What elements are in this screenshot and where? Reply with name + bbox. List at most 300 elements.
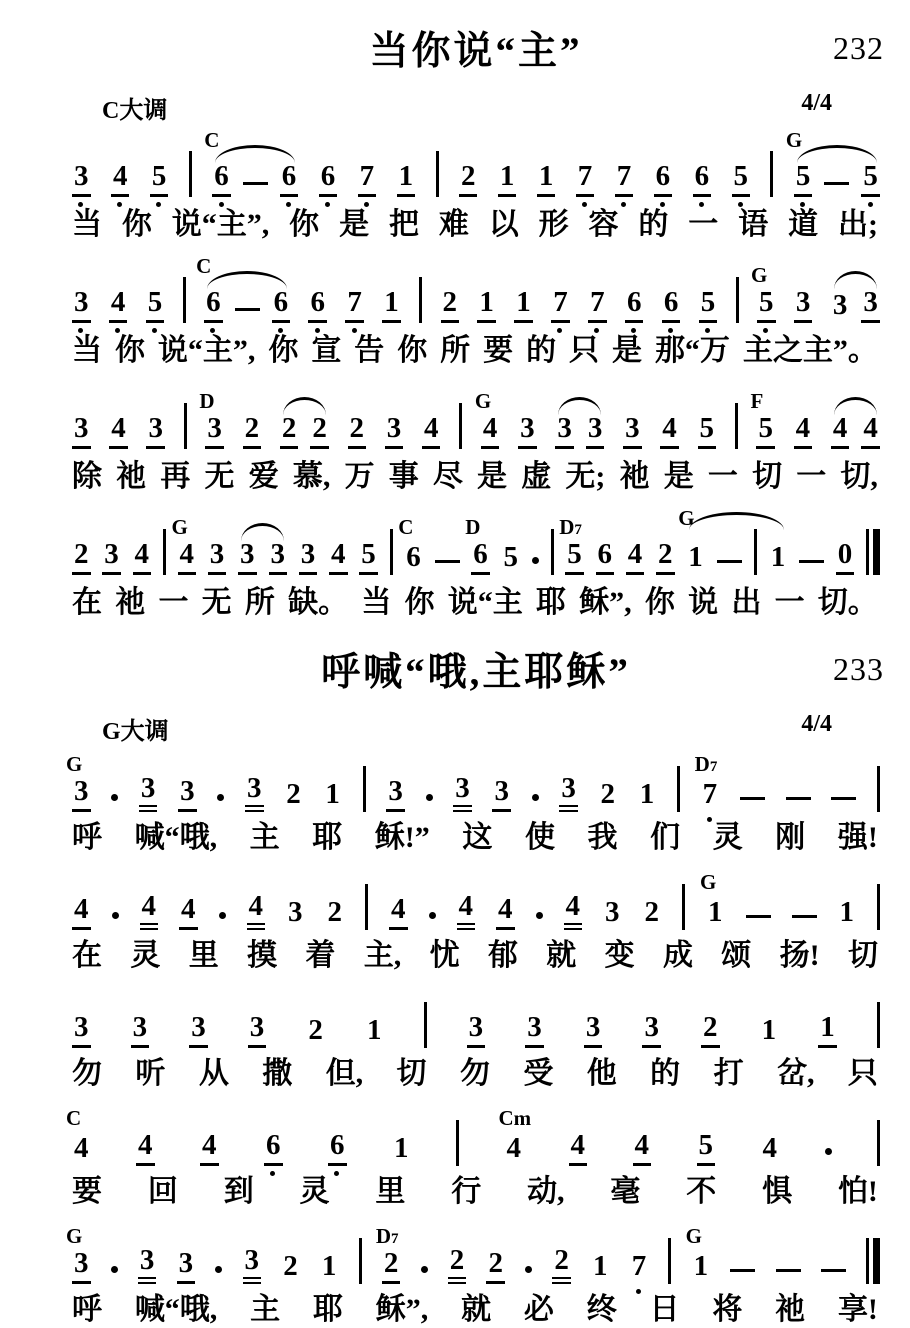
lyric-syllable: 当: [361, 586, 392, 619]
lyric-syllable: 稣”,: [579, 586, 632, 619]
barline: [877, 1120, 880, 1166]
note: [150, 162, 169, 197]
lyric-syllable: 一: [774, 586, 805, 619]
note: [398, 515, 423, 575]
lyric-syllable: 一: [707, 460, 738, 493]
note: [732, 162, 751, 197]
note-digit: 3: [525, 1013, 544, 1048]
note: [551, 288, 570, 323]
note: [281, 1252, 300, 1284]
song-meta-row: [72, 711, 880, 746]
duration-dash: [831, 797, 856, 800]
tie-arc-group: [238, 540, 287, 575]
augmentation-dot: [536, 912, 543, 919]
note-digit: 6: [328, 1131, 347, 1166]
song-number: 232: [833, 30, 884, 66]
tie-arc-group: [196, 254, 290, 323]
notation-line: [66, 1102, 880, 1166]
note: [701, 1013, 720, 1048]
chord-number: 7: [391, 1231, 399, 1247]
augmentation-dot: [426, 794, 433, 801]
notation-system: [72, 984, 880, 1092]
chord-label: G: [700, 870, 717, 894]
note-digit: 5: [861, 162, 880, 197]
chord-label: G: [474, 389, 492, 413]
lyric-syllable: 打: [713, 1057, 744, 1090]
note: [319, 162, 338, 197]
note-digit: 3: [72, 1249, 91, 1284]
note: [66, 1224, 91, 1284]
note-digit: 5: [565, 540, 584, 575]
notation-system: [72, 506, 880, 621]
note-digit: 1: [761, 1014, 777, 1046]
note: [238, 540, 257, 575]
lyric-syllable: 就: [546, 939, 577, 972]
lyric-syllable: 们: [650, 821, 681, 854]
lyric-syllable: 耶: [312, 1293, 343, 1326]
note: [146, 414, 165, 449]
note-digit: 2: [644, 896, 659, 928]
lyric-syllable: 祂: [115, 586, 146, 619]
note-digit: 3: [586, 414, 605, 449]
note: [459, 162, 478, 197]
lyric-syllable: 慕,: [292, 460, 331, 493]
barline: [365, 884, 368, 930]
note: [599, 780, 618, 812]
lyric-syllable: 回: [147, 1175, 178, 1208]
note: [861, 414, 880, 449]
notation-line: [72, 866, 880, 930]
note-digit: 4: [762, 1132, 777, 1164]
lyric-syllable: 出: [731, 586, 762, 619]
chord-label: G: [171, 515, 188, 539]
augmentation-dot: [421, 1266, 428, 1273]
note-digit: 3: [642, 1013, 661, 1048]
note: [633, 1131, 652, 1166]
tie-arc-group: [678, 506, 787, 575]
chord-label: G: [685, 1224, 702, 1248]
note: [348, 414, 367, 449]
note-digit: 4: [111, 162, 130, 197]
chord-label: F: [750, 389, 764, 413]
note-digit: 7: [551, 288, 570, 323]
note-digit: 1: [394, 1132, 409, 1164]
note-digit: 4: [329, 540, 348, 575]
duration-dash: [799, 560, 824, 563]
lyric-syllable: 将: [712, 1293, 743, 1326]
note: [630, 1252, 649, 1284]
lyric-syllable: 颂: [721, 939, 752, 972]
note-digit: 5: [794, 162, 813, 197]
note-digit: 3: [861, 288, 880, 323]
note-digit: 3: [559, 774, 578, 812]
lyric-syllable: 是: [477, 460, 508, 493]
note-digit: 4: [496, 895, 515, 930]
notation-line: [72, 254, 880, 323]
note: [441, 288, 460, 323]
lyrics-line: [72, 1174, 878, 1210]
note-digit: 3: [385, 414, 404, 449]
chord-label: Cm: [498, 1106, 532, 1130]
note: [564, 892, 583, 930]
chord-label: G: [66, 752, 83, 776]
note-digit: 3: [467, 1013, 486, 1048]
lyric-syllable: 喊“哦,: [134, 821, 218, 854]
lyric-syllable: 怕!: [837, 1175, 878, 1208]
note: [345, 288, 364, 323]
note-digit: 3: [131, 1013, 150, 1048]
note-digit: 6: [471, 540, 490, 575]
note-digit: 2: [327, 896, 342, 928]
note-digit: 6: [280, 162, 299, 197]
note: [626, 540, 645, 575]
note-digit: 4: [200, 1131, 219, 1166]
chord-label: C: [66, 1106, 82, 1130]
chord-number: 7: [709, 759, 718, 775]
notation-system: [66, 748, 880, 856]
lyric-syllable: 语: [738, 208, 769, 241]
duration-dash: [792, 915, 817, 918]
note-digit: 5: [503, 541, 518, 573]
lyric-syllable: 出;: [837, 208, 878, 241]
note: [654, 162, 673, 197]
note: [358, 162, 377, 197]
note-digit: 3: [794, 288, 813, 323]
barline: [877, 884, 880, 930]
note-digit: 3: [72, 1013, 91, 1048]
final-barline: [866, 529, 880, 575]
tie-arc-group: [555, 414, 604, 449]
note-digit: 4: [179, 895, 198, 930]
low-octave-dot: [738, 202, 743, 207]
low-octave-dot: [278, 328, 283, 333]
note: [625, 288, 644, 323]
note: [72, 895, 91, 930]
barline: [189, 151, 192, 197]
barline: [184, 403, 187, 449]
note-digit: 7: [345, 288, 364, 323]
note-digit: 3: [245, 774, 264, 812]
note-digit: 3: [205, 414, 224, 449]
note-digit: 1: [325, 778, 340, 810]
augmentation-dot: [525, 1266, 532, 1273]
lyric-syllable: 说“主”,: [171, 208, 270, 241]
lyric-syllable: 当: [72, 208, 102, 241]
lyrics-line: [72, 459, 878, 495]
note: [243, 1246, 262, 1284]
note-digit: 5: [756, 414, 775, 449]
note-digit: 5: [697, 1131, 716, 1166]
low-octave-dot: [219, 202, 224, 207]
note-digit: 5: [698, 414, 717, 449]
note-digit: 1: [770, 541, 786, 573]
note: [486, 1249, 505, 1284]
tie-arc-group: [831, 414, 880, 449]
note-digit: 6: [204, 288, 223, 323]
notation-system: [72, 128, 880, 243]
barline: [668, 1238, 671, 1284]
note: [678, 506, 705, 575]
note-digit: 3: [72, 162, 91, 197]
chord-label: D7: [694, 752, 718, 776]
note-digit: 1: [708, 896, 723, 928]
low-octave-dot: [152, 328, 157, 333]
low-octave-dot: [699, 202, 704, 207]
note-digit: 2: [656, 540, 675, 575]
note: [818, 1013, 837, 1048]
lyric-syllable: 我: [587, 821, 618, 854]
chord-label: G: [66, 1224, 83, 1248]
note-digit: 2: [243, 414, 262, 449]
note-digit: 7: [631, 1250, 647, 1282]
note-digit: 2: [280, 414, 299, 449]
note: [576, 162, 595, 197]
time-signature: 4/4: [801, 90, 832, 116]
key-signature: G大调: [102, 719, 169, 745]
note-digit: 2: [441, 288, 460, 323]
lyric-syllable: 呼: [72, 1293, 102, 1326]
barline: [419, 277, 422, 323]
note: [272, 288, 291, 323]
note-digit: 1: [366, 1014, 382, 1046]
low-octave-dot: [364, 202, 369, 207]
tie-arc-group: [280, 414, 329, 449]
lyrics-line: [72, 938, 878, 974]
barline: [736, 277, 739, 323]
chord-label: G: [785, 128, 803, 152]
note-digit: 1: [537, 162, 556, 197]
note-digit: 2: [486, 1249, 505, 1284]
lyric-syllable: 祂: [619, 460, 650, 493]
barline: [877, 1002, 880, 1048]
lyric-syllable: 祂: [116, 460, 147, 493]
note-digit: 4: [569, 1131, 588, 1166]
chord-number: 7: [574, 522, 582, 538]
lyric-syllable: 那“万: [654, 334, 730, 367]
chord-label: C: [204, 128, 220, 152]
note-digit: 7: [576, 162, 595, 197]
lyric-syllable: 日: [649, 1293, 680, 1326]
note: [698, 414, 717, 449]
note-digit: 6: [625, 288, 644, 323]
lyric-syllable: 灵: [130, 939, 161, 972]
lyric-syllable: 勿: [72, 1057, 102, 1090]
lyric-syllable: 灵: [712, 821, 743, 854]
lyric-syllable: 容: [588, 208, 619, 241]
lyrics-line: [72, 1292, 878, 1328]
note-digit: 3: [584, 1013, 603, 1048]
notation-line: [66, 748, 880, 812]
duration-dash: [435, 560, 460, 563]
lyric-syllable: 所: [440, 334, 471, 367]
note: [66, 1106, 91, 1166]
note-digit: 1: [593, 1250, 608, 1282]
lyric-syllable: 一: [796, 460, 827, 493]
note: [208, 540, 227, 575]
note-digit: 1: [839, 896, 854, 928]
note-digit: 4: [564, 892, 583, 930]
lyric-syllable: 灵: [299, 1175, 330, 1208]
note: [697, 1131, 716, 1166]
note: [375, 1224, 401, 1284]
lyric-syllable: 主: [249, 821, 280, 854]
note-digit: 4: [178, 540, 197, 575]
lyric-syllable: 但,: [325, 1057, 364, 1090]
chord-label: C: [196, 254, 212, 278]
note-digit: 4: [74, 1132, 89, 1164]
key-signature: C大调: [102, 98, 168, 124]
note-digit: 3: [72, 777, 91, 812]
augmentation-dot: [217, 794, 224, 801]
note-digit: 2: [348, 414, 367, 449]
lyric-syllable: 稣!”: [374, 821, 430, 854]
note: [200, 1131, 219, 1166]
note-digit: 4: [633, 1131, 652, 1166]
note: [306, 1016, 325, 1048]
note: [761, 1134, 780, 1166]
augmentation-dot: [219, 912, 226, 919]
final-barline: [866, 1238, 880, 1284]
note: [382, 288, 401, 323]
note: [422, 414, 441, 449]
lyric-syllable: 道: [788, 208, 819, 241]
note: [136, 1131, 155, 1166]
notation-line: [66, 1220, 880, 1284]
note: [662, 288, 681, 323]
duration-dash: [243, 182, 268, 185]
note: [525, 1013, 544, 1048]
note: [831, 414, 850, 449]
low-octave-dot: [621, 202, 626, 207]
note: [831, 291, 850, 323]
note-digit: 6: [693, 162, 712, 197]
duration-dash: [776, 1269, 801, 1272]
note: [323, 780, 342, 812]
note: [794, 414, 813, 449]
lyric-syllable: 岔,: [776, 1057, 815, 1090]
song-title-row: [72, 26, 884, 78]
note-digit: 3: [243, 1246, 262, 1284]
lyric-syllable: 切: [396, 1057, 427, 1090]
note-digit: 3: [299, 540, 318, 575]
note: [694, 752, 720, 812]
note-digit: 6: [212, 162, 231, 197]
notation-line: [72, 506, 880, 575]
note: [492, 777, 511, 812]
note: [245, 774, 264, 812]
notation-system: [72, 254, 880, 369]
note: [700, 870, 725, 930]
lyric-syllable: 扬!: [779, 939, 820, 972]
song-title: 呼喊“哦,主耶稣”: [321, 651, 631, 694]
lyric-syllable: 行: [451, 1175, 482, 1208]
note: [586, 414, 605, 449]
note: [477, 288, 496, 323]
lyric-syllable: 你: [397, 334, 428, 367]
note: [643, 898, 662, 930]
lyric-syllable: 万: [344, 460, 375, 493]
lyric-syllable: 终: [586, 1293, 617, 1326]
lyric-syllable: 惧: [762, 1175, 793, 1208]
note: [178, 777, 197, 812]
note: [785, 128, 813, 197]
lyric-syllable: 的: [638, 208, 669, 241]
note: [569, 1131, 588, 1166]
barline: [456, 1120, 459, 1166]
augmentation-dot: [111, 1266, 118, 1273]
note-digit: 4: [457, 892, 476, 930]
lyric-syllable: 稣”,: [375, 1293, 429, 1326]
lyric-syllable: 只: [847, 1057, 878, 1090]
note-digit: 3: [102, 540, 121, 575]
lyric-syllable: 忧: [429, 939, 460, 972]
note-digit: 1: [639, 778, 655, 810]
note: [199, 389, 224, 449]
note-digit: 1: [514, 288, 533, 323]
lyric-syllable: 除: [72, 460, 102, 493]
lyric-syllable: 勿: [459, 1057, 490, 1090]
note: [496, 895, 515, 930]
low-octave-dot: [868, 202, 873, 207]
note: [280, 414, 299, 449]
thin-bar: [866, 1238, 869, 1284]
low-octave-dot: [315, 328, 320, 333]
lyric-syllable: 虚: [521, 460, 552, 493]
lyric-syllable: 切,: [840, 460, 878, 493]
note-digit: 4: [422, 414, 441, 449]
notation-line: [72, 984, 880, 1048]
song-meta-row: [72, 90, 880, 125]
note-digit: 7: [588, 288, 607, 323]
note: [685, 1224, 711, 1284]
note: [457, 892, 476, 930]
note-digit: 4: [831, 414, 850, 449]
note-digit: 2: [600, 778, 616, 810]
note: [299, 540, 318, 575]
note: [286, 898, 305, 930]
lyric-syllable: 事: [388, 460, 419, 493]
note: [615, 162, 634, 197]
note-digit: 2: [552, 1246, 571, 1284]
note: [66, 752, 91, 812]
note-digit: 3: [72, 288, 91, 323]
barline: [359, 1238, 362, 1284]
note: [284, 780, 303, 812]
note: [638, 780, 657, 812]
lyric-syllable: 动,: [527, 1175, 565, 1208]
lyric-syllable: 撒: [262, 1057, 293, 1090]
note-digit: 3: [605, 896, 620, 928]
thin-bar: [866, 529, 869, 575]
lyric-syllable: 强!: [837, 821, 878, 854]
note-digit: 4: [109, 288, 128, 323]
note: [861, 162, 880, 197]
lyric-syllable: 形: [538, 208, 569, 241]
low-octave-dot: [705, 328, 710, 333]
lyric-syllable: 切。: [817, 586, 878, 619]
note-digit: 7: [615, 162, 634, 197]
time-signature: 4/4: [801, 711, 832, 737]
note: [389, 895, 408, 930]
note: [171, 515, 197, 575]
low-octave-dot: [582, 202, 587, 207]
barline: [459, 403, 462, 449]
note: [660, 414, 679, 449]
note-digit: 2: [382, 1249, 401, 1284]
lyric-syllable: 告: [354, 334, 385, 367]
chord-label: D7: [375, 1224, 399, 1248]
note: [177, 1249, 196, 1284]
